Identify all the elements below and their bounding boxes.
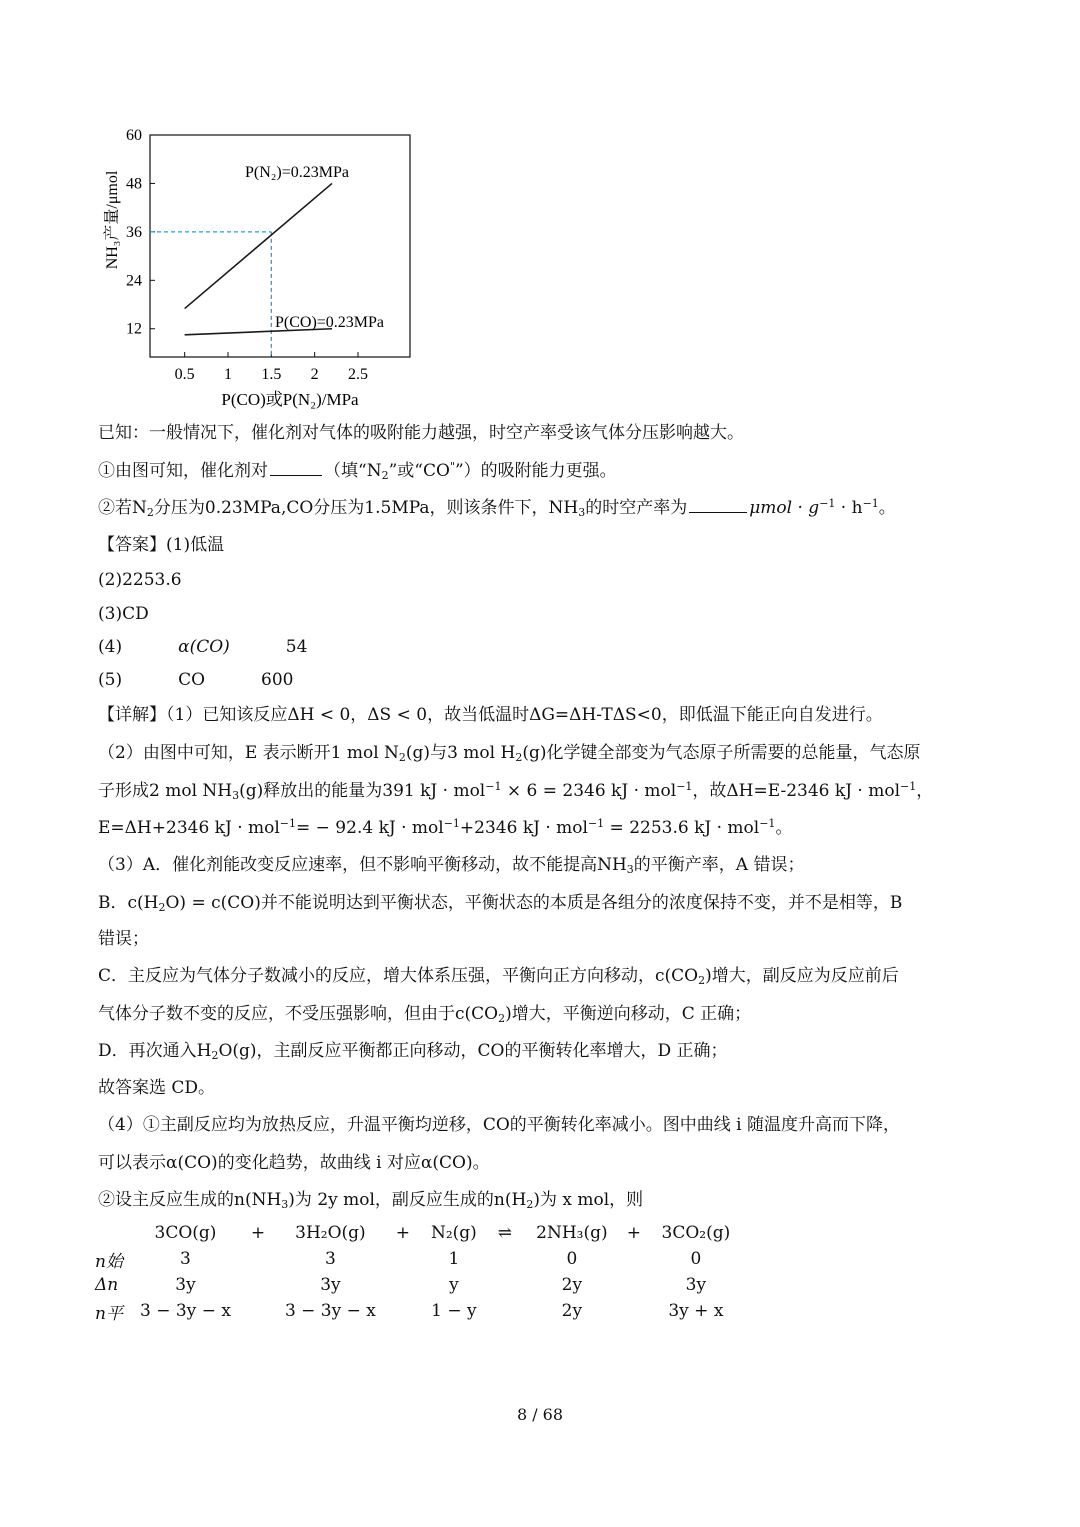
answer-label: 【答案】 <box>98 535 166 555</box>
ice-cell: 1 − y <box>431 1301 477 1321</box>
detail-3a: （3）A．催化剂能改变反应速率，但不影响平衡移动，故不能提高$NH_3$的平衡产率，A 错误； <box>98 855 805 876</box>
y-tick-label: 48 <box>126 175 142 193</box>
ice-cell: 0 <box>566 1249 578 1269</box>
detail-4c: ②设主反应生成的$n(NH_3)$为 2y mol，副反应生成的$n(H_2)$为 x mol，则 <box>98 1190 644 1211</box>
d2c3: +2346 kJ · mol <box>459 818 588 838</box>
answer-5-line <box>98 668 294 692</box>
ice-cell: 3 − 3y − x <box>284 1301 376 1321</box>
d3e: 故答案选 CD。 <box>98 1078 216 1098</box>
q1-end-text: ”）的吸附能力更强。 <box>454 461 617 481</box>
answer-4b: 54 <box>285 637 308 657</box>
d3d2: O(g)，主副反应平衡都正向移动，CO的平衡转化率增大，D 正确； <box>218 1041 728 1061</box>
d3d: D．再次通入H <box>98 1041 212 1061</box>
detail-4a <box>98 1113 900 1137</box>
q2-unit: μmol · g <box>749 498 820 518</box>
detail-1-text: （1）已知该反应ΔH < 0，ΔS < 0，故当低温时ΔG=ΔH-TΔS<0，即低温下能正向自发进行。 <box>166 705 883 725</box>
ice-row-initial <box>95 1246 736 1272</box>
detail-3c: C．主反应为气体分子数减小的反应，增大体系压强，平衡向正方向移动，$c(CO_2)$增大，副反应为反应前后 <box>98 966 899 987</box>
ice-cell: 3y + x <box>668 1301 724 1321</box>
ice-row-label: n始 <box>95 1251 123 1272</box>
ice-cell: 0 <box>690 1249 702 1269</box>
ice-cell: y <box>449 1275 459 1295</box>
d2b: 子形成2 mol NH <box>98 781 233 801</box>
ice-cell: 3y <box>175 1275 196 1295</box>
d2b2: (g)释放出的能量为391 kJ · mol <box>239 781 486 801</box>
ice-cell: 3y <box>320 1275 341 1295</box>
ice-cell: 3y <box>685 1275 707 1295</box>
d3a2: 的平衡产率，A 错误； <box>633 855 805 875</box>
ice-cell: 3 <box>324 1249 336 1269</box>
ice-header-row <box>95 1220 736 1246</box>
ice-table <box>95 1220 736 1324</box>
ice-corner <box>95 1220 140 1246</box>
nh3-yield-chart <box>95 125 425 415</box>
ice-head-cell: 3CO₂(g) <box>661 1223 731 1243</box>
q2-unit-2: · h <box>835 498 863 518</box>
q2-text: ②若N <box>98 498 147 518</box>
q2-text-3: 的时空产率为 <box>585 498 688 518</box>
d4b: 可以表示α(CO)的变化趋势，故曲线 i 对应α(CO)。 <box>98 1153 490 1173</box>
x-tick-label: 1.5 <box>261 366 282 383</box>
detail-4b <box>98 1151 490 1175</box>
ice-head-cell: 3H₂O(g) <box>295 1223 366 1243</box>
detail-3c-cont: 气体分子数不变的反应，不受压强影响，但由于$c(CO_2)$增大，平衡逆向移动，C 正确； <box>98 1004 752 1025</box>
d3b: B．c(H <box>98 893 159 913</box>
y-tick-label: 24 <box>126 272 142 290</box>
answer-5-number: (5) <box>98 670 123 690</box>
d2a3: (g)化学键全部变为气态原子所需要的总能量，气态原 <box>522 743 921 763</box>
ice-cell: 2y <box>561 1301 583 1321</box>
d4c2: )为 2y mol，副反应生成的n(H <box>288 1190 527 1210</box>
series-line <box>185 183 332 308</box>
answer-4-number: (4) <box>98 637 123 657</box>
answer-2-line <box>98 568 182 592</box>
x-tick-label: 2 <box>310 366 319 383</box>
y-tick-label: 60 <box>126 127 142 144</box>
d3b3: 错误； <box>98 929 149 949</box>
answer-2: (2)2253.6 <box>98 570 182 590</box>
question-2: ②若$N_2$分压为0.23MPa,CO分压为1.5MPa，则该条件下，$NH_3$的时空产率为 $\mu mol \cdot g^{-1} \cdot h^{-1}$。 <box>98 497 896 519</box>
ice-head-cell: + <box>626 1223 641 1243</box>
d2c2: = − 92.4 kJ · mol <box>296 818 444 838</box>
q2-end: 。 <box>878 498 896 518</box>
ice-row-change <box>95 1272 736 1298</box>
answer-3-line <box>98 602 149 626</box>
detail-2a: （2）由图中可知，E 表示断开1 mol $N_2(g)$与3 mol $H_2(g)$化学键全部变为气态原子所需要的总能量，气态原 <box>98 743 921 764</box>
detail-2c: E=ΔH+2346 kJ · mol$^{-1}$= − 92.4 kJ · mol$^{-1}$+2346 kJ · mol$^{-1}$ = 2253.6 kJ · mol$^{-1}$。 <box>98 817 793 838</box>
detail-1 <box>98 703 883 727</box>
y-tick-label: 12 <box>126 320 142 338</box>
question-1: ①由图可知，催化剂对 （填“$N_2$”或“CO"”）的吸附能力更强。 <box>98 460 617 482</box>
d2a: （2）由图中可知，E 表示断开1 mol N <box>98 743 399 763</box>
chart-marks <box>150 164 384 357</box>
d4a: （4）①主副反应均为放热反应，升温平衡均逆移，CO的平衡转化率减小。图中曲线 i 随温度升高而下降， <box>98 1115 901 1135</box>
known-text: 已知：一般情况下，催化剂对气体的吸附能力越强，时空产率受该气体分压影响越大。 <box>98 423 744 443</box>
x-tick-label: 1 <box>224 366 232 383</box>
ice-head-cell: + <box>250 1223 266 1243</box>
x-tick-label: 2.5 <box>348 366 368 383</box>
ice-head-cell: ⇌ <box>497 1223 512 1243</box>
ice-head-cell: + <box>395 1223 410 1243</box>
detail-3b-cont <box>98 927 149 951</box>
x-tick-label: 0.5 <box>174 366 195 383</box>
answer-3: (3)CD <box>98 604 149 624</box>
series-label: P(N₂)=0.23MPa <box>245 164 349 181</box>
d2c4: = 2253.6 kJ · mol <box>604 818 760 838</box>
ice-cell: 3 − 3y − x <box>140 1301 231 1321</box>
ice-cell: 2y <box>561 1275 583 1295</box>
detail-3d: D．再次通入$H_2O(g)$，主副反应平衡都正向移动，CO的平衡转化率增大，D 正确； <box>98 1041 728 1062</box>
ice-row-label: n平 <box>95 1303 123 1324</box>
ice-cell: 1 <box>448 1249 460 1269</box>
answer-blank[interactable] <box>270 459 322 476</box>
q2-text-2: 分压为0.23MPa,CO分压为1.5MPa，则该条件下，NH <box>153 498 579 518</box>
q1-option-text: （填“N <box>324 461 382 481</box>
d4c: ②设主反应生成的n(NH <box>98 1190 282 1210</box>
d2b4: ，故ΔH=E-2346 kJ · mol <box>692 781 901 801</box>
q1-text: ①由图可知，催化剂对 <box>98 461 268 481</box>
d2b3: × 6 = 2346 kJ · mol <box>501 781 677 801</box>
d3c3: 气体分子数不变的反应，不受压强影响，但由于c(CO <box>98 1004 499 1024</box>
answer-blank-2[interactable] <box>689 496 747 513</box>
d3c2: )增大，副反应为反应前后 <box>705 966 899 986</box>
answer-4-line <box>98 635 307 659</box>
detail-2b: 子形成2 mol $NH_3(g)$释放出的能量为391 kJ · mol$^{-1}$ × 6 = 2346 kJ · mol$^{-1}$，故ΔH=E-2346 kJ · mol$^{-1}$， <box>98 780 934 802</box>
ice-cell: 3 <box>180 1249 191 1269</box>
answer-line <box>98 533 224 557</box>
ice-head-cell: 2NH₃(g) <box>536 1223 608 1243</box>
d2c5: 。 <box>775 818 793 838</box>
d2b5: ， <box>916 781 934 801</box>
ice-head-cell: 3CO(g) <box>154 1223 217 1243</box>
d2a2: (g)与3 mol H <box>405 743 516 763</box>
q1-option-text-2: ”或“CO <box>388 461 450 481</box>
d3c4: )增大，平衡逆向移动，C 正确； <box>505 1004 752 1024</box>
d3c: C．主反应为气体分子数减小的反应，增大体系压强，平衡向正方向移动，c(CO <box>98 966 699 986</box>
answer-5b: 600 <box>261 670 294 690</box>
d3b2: O) = c(CO)并不能说明达到平衡状态，平衡状态的本质是各组分的浓度保持不变，并不是相等，B <box>165 893 903 913</box>
ice-row-equilibrium <box>95 1298 736 1324</box>
d3a: （3）A．催化剂能改变反应速率，但不影响平衡移动，故不能提高NH <box>98 855 627 875</box>
answer-5a: CO <box>178 670 206 690</box>
y-tick-label: 36 <box>126 223 142 241</box>
known-paragraph <box>98 421 744 445</box>
page-number: 8 / 68 <box>516 1405 564 1424</box>
detail-3e <box>98 1076 215 1100</box>
chart-xlabel: P(CO)或P(N₂)/MPa <box>221 390 359 409</box>
detail-3b: B．$c(H_2O) = c(CO)$并不能说明达到平衡状态，平衡状态的本质是各组分的浓度保持不变，并不是相等，B <box>98 893 903 914</box>
d4c3: )为 x mol，则 <box>533 1190 644 1210</box>
d2c: E=ΔH+2346 kJ · mol <box>98 818 280 838</box>
ice-head-cell: N₂(g) <box>430 1223 477 1243</box>
answer-1: (1)低温 <box>166 535 225 555</box>
chart-ylabel: NH₃产量/μmol <box>104 170 121 270</box>
detail-label: 【详解】 <box>98 705 166 725</box>
ice-row-label: Δn <box>95 1275 119 1295</box>
answer-4a: α(CO) <box>178 637 230 657</box>
series-label: P(CO)=0.23MPa <box>275 314 385 331</box>
